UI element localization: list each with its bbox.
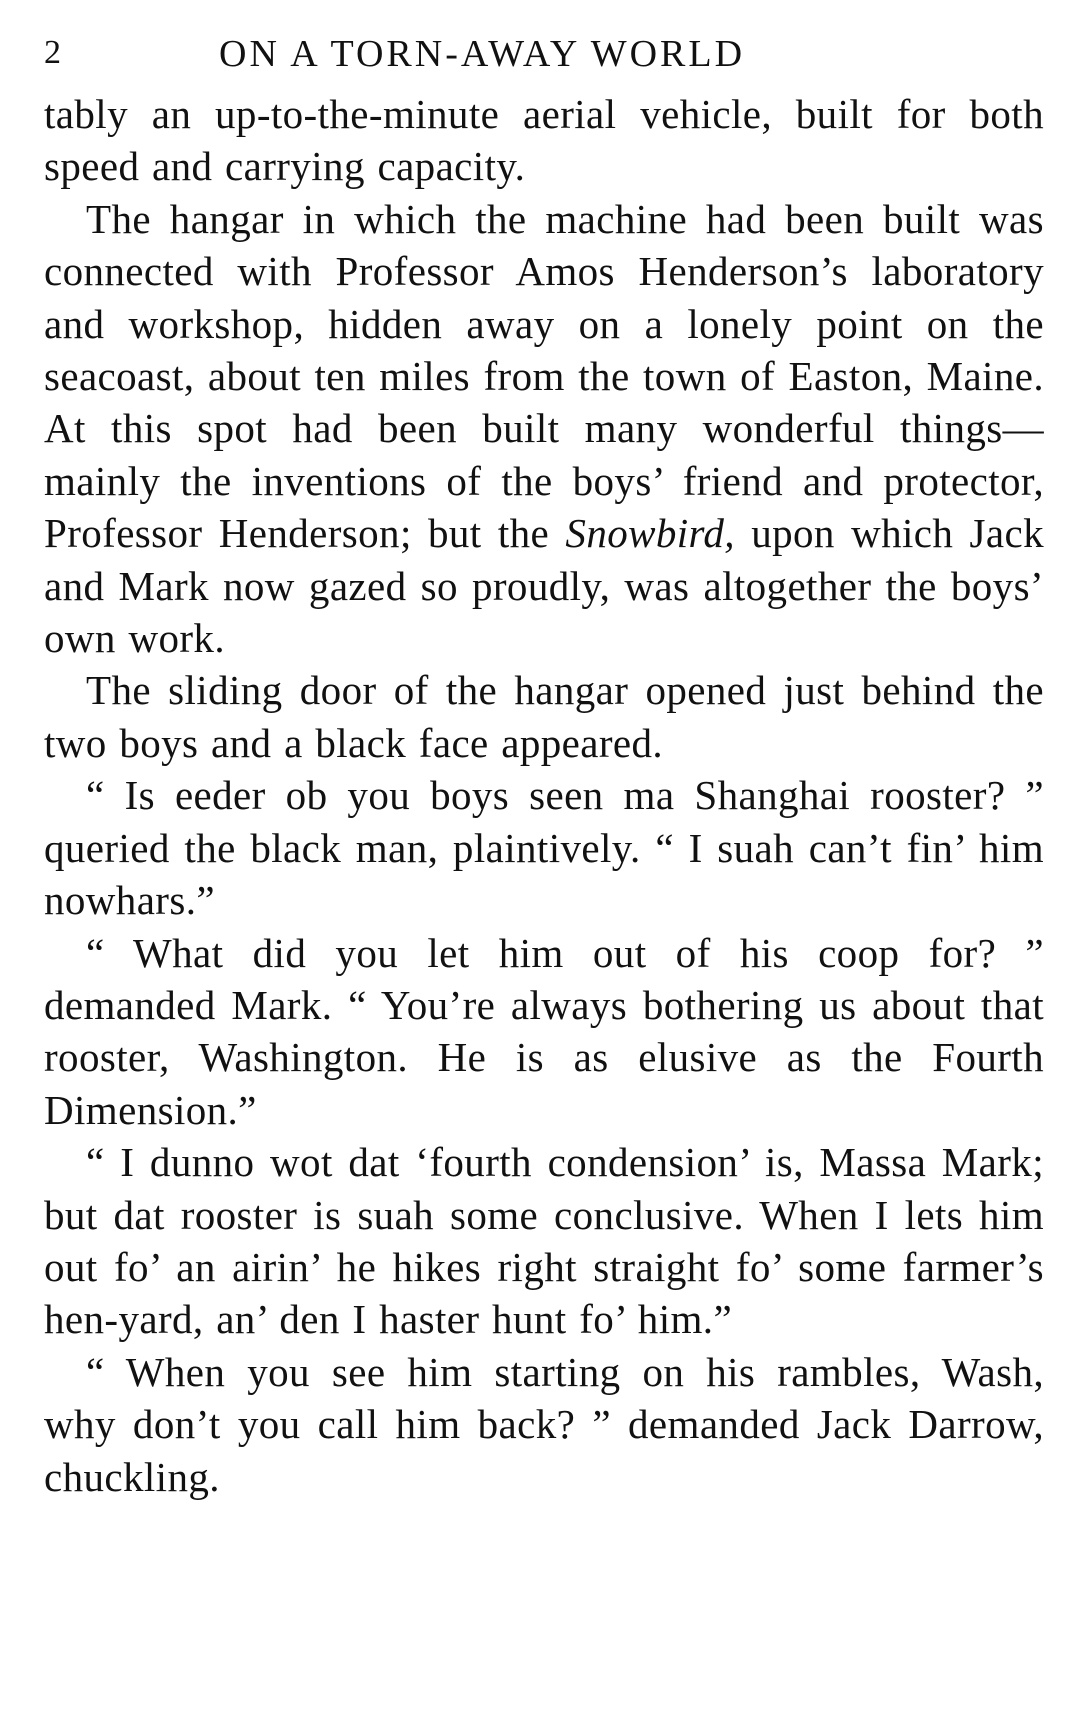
paragraph-text: The sliding door of the hangar opened just behind the two boys and a black face appeared. [44, 667, 1044, 766]
ship-name-snowbird: Snowbird, [565, 510, 735, 557]
paragraph-sliding-door [44, 664, 1044, 769]
paragraph-dialogue-rooster [44, 769, 1044, 926]
paragraph-text: “ Is eeder ob you boys seen ma Shanghai rooster? ” queried the black man, plaintively. “ I suah can’t fin’ him nowhars.” [44, 772, 1044, 924]
paragraph-continuation [44, 88, 1044, 193]
paragraph-dialogue-mark [44, 927, 1044, 1137]
running-title: ON A TORN-AWAY WORLD [219, 33, 746, 75]
paragraph-text: “ When you see him starting on his rambles, Wash, why don’t you call him back? ” demanded Jack Darrow, chuckling. [44, 1348, 1044, 1500]
paragraph-text: “ I dunno wot dat ‘fourth condension’ is, Massa Mark; but dat rooster is suah some conclusive. When I lets him out fo’ an airin’ he hikes right straight fo’ some farmer’s hen-yard, an’ den I haster hunt fo’ him.” [44, 1139, 1044, 1343]
paragraph-text: The hangar in which the machine had been built was connected with Professor Amos Henderson’s laboratory and workshop, hidden away on a lonely point on the seacoast, about ten miles from the town of Easton, Maine. At this spot had been built many wonderful things—mainly the inventions of the boys’ friend and protector, Professor Henderson; but the [44, 195, 1044, 557]
paragraph-text: “ What did you let him out of his coop for? ” demanded Mark. “ You’re always bothering us about that rooster, Washington. He is as elusive as the Fourth Dimension.” [44, 929, 1044, 1133]
page-number: 2 [44, 34, 64, 71]
body-text [44, 88, 1044, 1503]
paragraph-text: upon which Jack and Mark now gazed so proudly, was altogether the boys’ own work. [44, 510, 1044, 662]
paragraph-hangar [44, 193, 1044, 665]
paragraph-text: tably an up-to-the-minute aerial vehicle, built for both speed and carrying capacity. [44, 91, 1044, 190]
paragraph-dialogue-jack [44, 1346, 1044, 1503]
book-page [44, 28, 1044, 1503]
paragraph-dialogue-washington [44, 1136, 1044, 1346]
page-header [44, 28, 1044, 82]
